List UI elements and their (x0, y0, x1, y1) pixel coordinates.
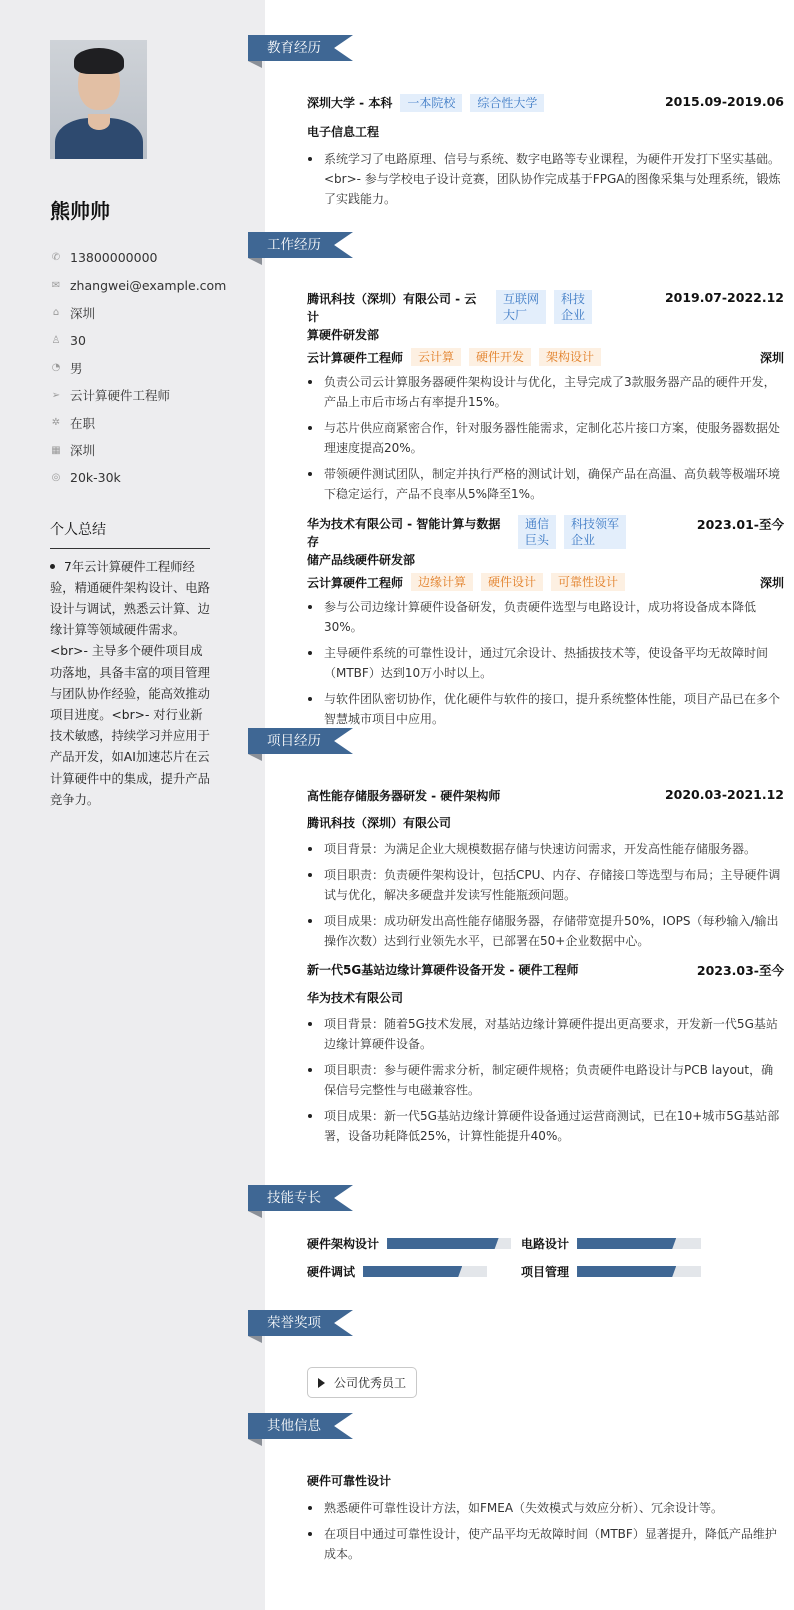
info-email: ✉ zhangwei@example.com (51, 277, 227, 293)
list-item: 项目职责：参与硬件需求分析，制定硬件规格；负责硬件电路设计与PCB layout，确保信号完整性与电磁兼容性。 (307, 1060, 784, 1100)
project-company: 华为技术有限公司 (307, 991, 404, 1005)
section-awards (248, 1310, 794, 1398)
section-projects (248, 728, 794, 1152)
list-item: 项目背景：为满足企业大规模数据存储与快速访问需求，开发高性能存储服务器。 (307, 839, 784, 859)
mail-icon: ✉ (51, 279, 61, 291)
education-date: 2015.09-2019.06 (664, 94, 784, 109)
company-tag: 互联网 大厂 (496, 290, 546, 324)
salary-icon: ◎ (51, 472, 61, 484)
work-city: 深圳 (759, 350, 784, 365)
sidebar (0, 0, 265, 1610)
section-header: 工作经历 (248, 232, 353, 258)
list-item: 系统学习了电路原理、信号与系统、数字电路等专业课程，为硬件开发打下坚实基础。<br>- 参与学校电子设计竞赛，团队协作完成基于FPGA的图像采集与处理系统，锻炼了实践能力。 (307, 149, 784, 209)
school-name: 深圳大学 - 本科 (307, 96, 393, 110)
send-icon: ➢ (51, 389, 61, 401)
company-tag: 科技 企业 (554, 290, 592, 324)
skill-bar (577, 1238, 701, 1249)
candidate-name: 熊帅帅 (50, 199, 110, 223)
skill-bar (363, 1266, 487, 1277)
section-header: 其他信息 (248, 1413, 353, 1439)
skill-tag: 可靠性设计 (551, 573, 625, 591)
list-item: 项目成果：新一代5G基站边缘计算硬件设备通过运营商测试，已在10+城市5G基站部署，设备功耗降低25%，计算性能提升40%。 (307, 1106, 784, 1146)
section-header: 技能专长 (248, 1185, 353, 1211)
school-tag: 一本院校 (400, 94, 462, 112)
job-role: 云计算硬件工程师 (307, 575, 404, 590)
major: 电子信息工程 (307, 125, 380, 139)
info-salary: ◎ 20k-30k (51, 470, 121, 486)
contact-info (50, 244, 265, 492)
section-header: 荣誉奖项 (248, 1310, 353, 1336)
skill-bar (387, 1238, 511, 1249)
info-phone: ✆ 13800000000 (51, 250, 158, 266)
award-item: 公司优秀员工 (307, 1367, 417, 1398)
project-company: 腾讯科技（深圳）有限公司 (307, 816, 452, 830)
project-title: 新一代5G基站边缘计算硬件设备开发 - 硬件工程师 (307, 963, 579, 977)
section-other (248, 1413, 794, 1570)
section-education (248, 35, 794, 215)
skill-item: 硬件调试 (307, 1263, 521, 1280)
summary-text: 7年云计算硬件工程师经验，精通硬件架构设计、电路设计与调试，熟悉云计算、边缘计算等领域硬件需求。<br>- 主导多个硬件项目成功落地，具备丰富的项目管理与团队协作经验，能高效推动项目进度。<br>- 对行业新技术敏感，持续学习并应用于产品开发，如AI加速芯片在云计算硬件中的集成，提升产品竞争力。 (50, 559, 210, 807)
list-item: 熟悉硬件可靠性设计方法，如FMEA（失效模式与效应分析）、冗余设计等。 (307, 1498, 784, 1518)
gender-icon: ◔ (51, 362, 61, 374)
status-icon: ✲ (51, 417, 61, 429)
list-item: 在项目中通过可靠性设计，使产品平均无故障时间（MTBF）显著提升，降低产品维护成本。 (307, 1524, 784, 1564)
list-item: 带领硬件测试团队，制定并执行严格的测试计划，确保产品在高温、高负载等极端环境下稳定运行，产品不良率从5%降至1%。 (307, 464, 784, 504)
list-item: 参与公司边缘计算硬件设备研发，负责硬件选型与电路设计，成功将设备成本降低30%。 (307, 597, 784, 637)
job-role: 云计算硬件工程师 (307, 350, 404, 365)
play-icon (318, 1378, 325, 1388)
work-date: 2023.01-至今 (696, 517, 784, 532)
school-tag: 综合性大学 (470, 94, 544, 112)
info-status: ✲ 在职 (51, 415, 96, 431)
section-work (248, 232, 794, 735)
info-position: ➢ 云计算硬件工程师 (51, 388, 171, 404)
list-item: 项目职责：负责硬件架构设计，包括CPU、内存、存储接口等选型与布局；主导硬件调试与优化，解决多硬盘并发读写性能瓶颈问题。 (307, 865, 784, 905)
project-date: 2020.03-2021.12 (664, 787, 784, 802)
list-item: 项目背景：随着5G技术发展，对基站边缘计算硬件提出更高要求，开发新一代5G基站边缘计算硬件设备。 (307, 1014, 784, 1054)
skill-tag: 架构设计 (539, 348, 601, 366)
work-date: 2019.07-2022.12 (664, 290, 784, 305)
skill-tag: 硬件开发 (469, 348, 531, 366)
company-name: 腾讯科技（深圳）有限公司 - 云计 算硬件研发部 (307, 292, 477, 342)
section-skills (248, 1185, 794, 1280)
info-gender: ◔ 男 (51, 360, 83, 376)
info-age: ♙ 30 (51, 332, 86, 348)
list-item: 主导硬件系统的可靠性设计，通过冗余设计、热插拔技术等，使设备平均无故障时间（MTBF）达到10万小时以上。 (307, 643, 784, 683)
other-title: 硬件可靠性设计 (307, 1474, 392, 1488)
skill-bar (577, 1266, 701, 1277)
company-tag: 通信 巨头 (518, 515, 556, 549)
project-title: 高性能存储服务器研发 - 硬件架构师 (307, 789, 501, 803)
skill-tag: 硬件设计 (481, 573, 543, 591)
work-city: 深圳 (759, 575, 784, 590)
section-header: 项目经历 (248, 728, 353, 754)
list-item: 负责公司云计算服务器硬件架构设计与优化，主导完成了3款服务器产品的硬件开发，产品上市后市场占有率提升15%。 (307, 372, 784, 412)
skill-tag: 边缘计算 (411, 573, 473, 591)
age-icon: ♙ (51, 334, 61, 346)
skill-tag: 云计算 (411, 348, 461, 366)
list-item: 与芯片供应商紧密合作，针对服务器性能需求，定制化芯片接口方案，使服务器数据处理速度提高20%。 (307, 418, 784, 458)
avatar (50, 40, 147, 159)
skill-item: 项目管理 (521, 1263, 701, 1280)
info-city: ⌂ 深圳 (50, 299, 265, 327)
skill-item: 硬件架构设计 (307, 1235, 521, 1252)
section-header: 教育经历 (248, 35, 353, 61)
company-name: 华为技术有限公司 - 智能计算与数据存 储产品线硬件研发部 (307, 517, 501, 567)
list-item: 项目成果：成功研发出高性能存储服务器，存储带宽提升50%，IOPS（每秒输入/输出操作次数）达到行业领先水平，已部署在50+企业数据中心。 (307, 911, 784, 951)
info-work-city: ▦ 深圳 (51, 443, 96, 459)
summary-title: 个人总结 (50, 519, 210, 549)
project-date: 2023.03-至今 (696, 963, 784, 978)
list-item: 与软件团队密切协作，优化硬件与软件的接口，提升系统整体性能，项目产品已在多个智慧城市项目中应用。 (307, 689, 784, 729)
building-icon: ▦ (51, 444, 61, 456)
home-icon: ⌂ (52, 307, 60, 319)
skill-item: 电路设计 (521, 1235, 701, 1252)
phone-icon: ✆ (51, 252, 61, 264)
company-tag: 科技领军 企业 (564, 515, 626, 549)
